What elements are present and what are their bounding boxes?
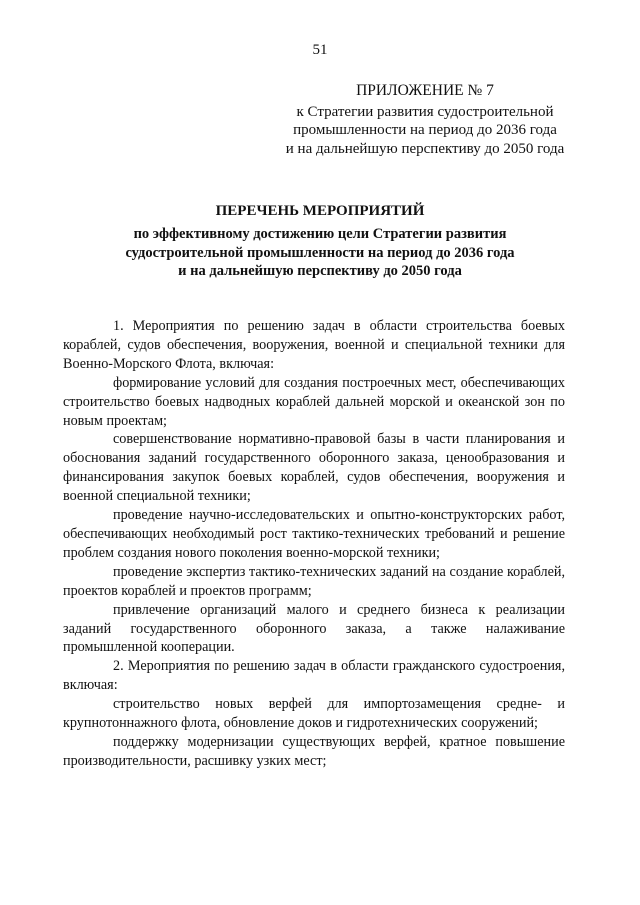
subtitle-line: судостроительной промышленности на период до 2036 года (125, 244, 515, 261)
paragraph-item: формирование условий для создания построечных мест, обеспечивающих строительство боевых надводных кораблей дальней морской и океанской зон по новым проектам; (63, 374, 565, 429)
appendix-title: ПРИЛОЖЕНИЕ № 7 (356, 82, 494, 99)
paragraph-item: привлечение организаций малого и среднего бизнеса к реализации заданий государственного оборонного заказа, а также налаживание промышленной кооперации. (63, 601, 565, 656)
appendix-line: и на дальнейшую перспективу до 2050 года (285, 140, 565, 157)
paragraph-item: поддержку модернизации существующих верфей, кратное повышение производительности, расшивку узких мест; (63, 733, 565, 769)
page-number: 51 (312, 42, 328, 58)
subtitle-line: и на дальнейшую перспективу до 2050 года (178, 263, 462, 279)
paragraph-item: строительство новых верфей для импортозамещения средне- и крупнотоннажного флота, обновление доков и гидротехнических сооружений; (63, 696, 565, 732)
paragraph-item: проведение экспертиз тактико-технических заданий на создание кораблей, проектов кораблей и проектов программ; (63, 563, 565, 599)
document-title: ПЕРЕЧЕНЬ МЕРОПРИЯТИЙ (215, 203, 425, 219)
paragraph-item: проведение научно-исследовательских и опытно-конструкторских работ, обеспечивающих необходимый рост тактико-технических требований и решение проблем создания нового поколения военно-морской техники; (63, 507, 565, 561)
paragraph-item: совершенствование нормативно-правовой базы в части планирования и обоснования заданий государственного оборонного заказа, ценообразования и финансирования закупок боевых кораблей, судов обеспечения, вооружения и военной специальной техники; (63, 431, 565, 505)
subtitle-line: по эффективному достижению цели Стратегии развития (133, 226, 507, 242)
document-body (63, 317, 565, 771)
document-subtitle (0, 225, 640, 281)
paragraph-section-2-intro: 2. Мероприятия по решению задач в области гражданского судостроения, включая: (63, 658, 565, 694)
appendix-block (280, 82, 570, 158)
appendix-line: промышленности на период до 2036 года (293, 122, 557, 138)
appendix-line: к Стратегии развития судостроительной (296, 103, 554, 120)
paragraph-section-1-intro: 1. Мероприятия по решению задач в области строительства боевых кораблей, судов обеспечения, вооружения, военной и специальной техники для Военно-Морского Флота, включая: (63, 318, 565, 372)
